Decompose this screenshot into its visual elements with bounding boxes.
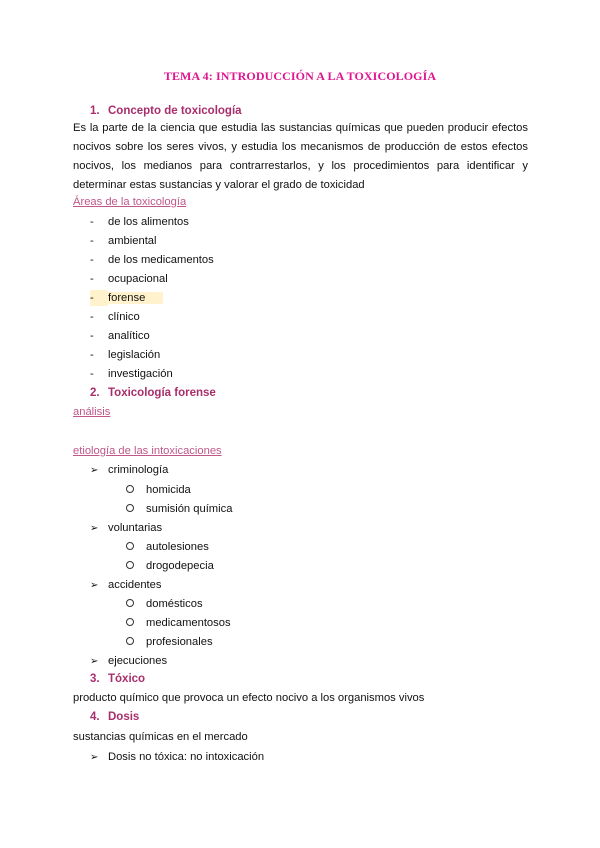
- etiologia-item: ➢ ejecuciones: [90, 653, 167, 670]
- area-item: - analítico: [90, 330, 150, 342]
- arrow-bullet-icon: ➢: [90, 656, 99, 667]
- area-item: - ocupacional: [90, 273, 168, 285]
- areas-link[interactable]: Áreas de la toxicología: [73, 196, 187, 208]
- etiologia-item: ➢ accidentes: [90, 577, 162, 594]
- concepto-paragraph: [73, 119, 528, 195]
- etiologia-subitem: profesionales: [126, 634, 213, 650]
- section-heading-dosis: [90, 711, 139, 723]
- section-heading-concepto: [90, 105, 242, 117]
- circle-bullet-icon: [126, 637, 134, 645]
- etiologia-subitem: homicida: [126, 482, 191, 498]
- etiologia-link[interactable]: etiología de las intoxicaciones: [73, 445, 222, 457]
- section-label: Concepto de toxicología: [108, 105, 242, 117]
- section-heading-toxico: [90, 673, 145, 685]
- arrow-bullet-icon: ➢: [90, 580, 99, 591]
- dosis-item: ➢ Dosis no tóxica: no intoxicación: [90, 749, 264, 766]
- section-number: 1.: [90, 105, 100, 117]
- etiologia-item: ➢ voluntarias: [90, 520, 162, 537]
- area-item-highlighted: - forense: [90, 290, 163, 306]
- paragraph-line: Es la parte de la ciencia que estudia las sustancias químicas que pueden producir efectos: [73, 122, 528, 134]
- circle-bullet-icon: [126, 599, 134, 607]
- section-number: 4.: [90, 711, 100, 723]
- circle-bullet-icon: [126, 561, 134, 569]
- dosis-definition: sustancias químicas en el mercado: [73, 731, 248, 743]
- circle-bullet-icon: [126, 542, 134, 550]
- circle-bullet-icon: [126, 618, 134, 626]
- area-item: - investigación: [90, 368, 173, 380]
- paragraph-line: nocivos sobre los seres vivos, y estudia los mecanismos de producción de estos efectos: [73, 141, 528, 153]
- arrow-bullet-icon: ➢: [90, 465, 99, 476]
- etiologia-subitem: domésticos: [126, 596, 203, 612]
- area-item: - legislación: [90, 349, 161, 361]
- toxico-definition: producto químico que provoca un efecto nocivo a los organismos vivos: [73, 692, 425, 704]
- paragraph-line: nocivos, los medianos para contrarrestarlos, y los procedimientos para identificar y: [73, 160, 528, 172]
- section-label: Toxicología forense: [108, 387, 216, 399]
- etiologia-subitem: medicamentosos: [126, 615, 231, 631]
- etiologia-subitem: sumisión química: [126, 501, 232, 517]
- section-label: Tóxico: [108, 673, 146, 685]
- document-title: TEMA 4: INTRODUCCIÓN A LA TOXICOLOGÍA: [163, 69, 437, 83]
- section-label: Dosis: [108, 711, 140, 723]
- etiologia-subitem: autolesiones: [126, 539, 209, 555]
- analisis-link[interactable]: análisis: [73, 406, 111, 418]
- area-item: - de los medicamentos: [90, 254, 214, 266]
- section-number: 2.: [90, 387, 100, 399]
- arrow-bullet-icon: ➢: [90, 523, 99, 534]
- etiologia-subitem: drogodepecia: [126, 558, 214, 574]
- area-item: - ambiental: [90, 235, 157, 247]
- paragraph-line: determinar estas sustancias y valorar el grado de toxicidad: [73, 179, 365, 191]
- section-number: 3.: [90, 673, 100, 685]
- section-heading-forense: [90, 387, 216, 399]
- area-item: - clínico: [90, 311, 140, 323]
- area-item: - de los alimentos: [90, 216, 189, 228]
- circle-bullet-icon: [126, 485, 134, 493]
- arrow-bullet-icon: ➢: [90, 752, 99, 763]
- etiologia-item: ➢ criminología: [90, 462, 168, 479]
- circle-bullet-icon: [126, 504, 134, 512]
